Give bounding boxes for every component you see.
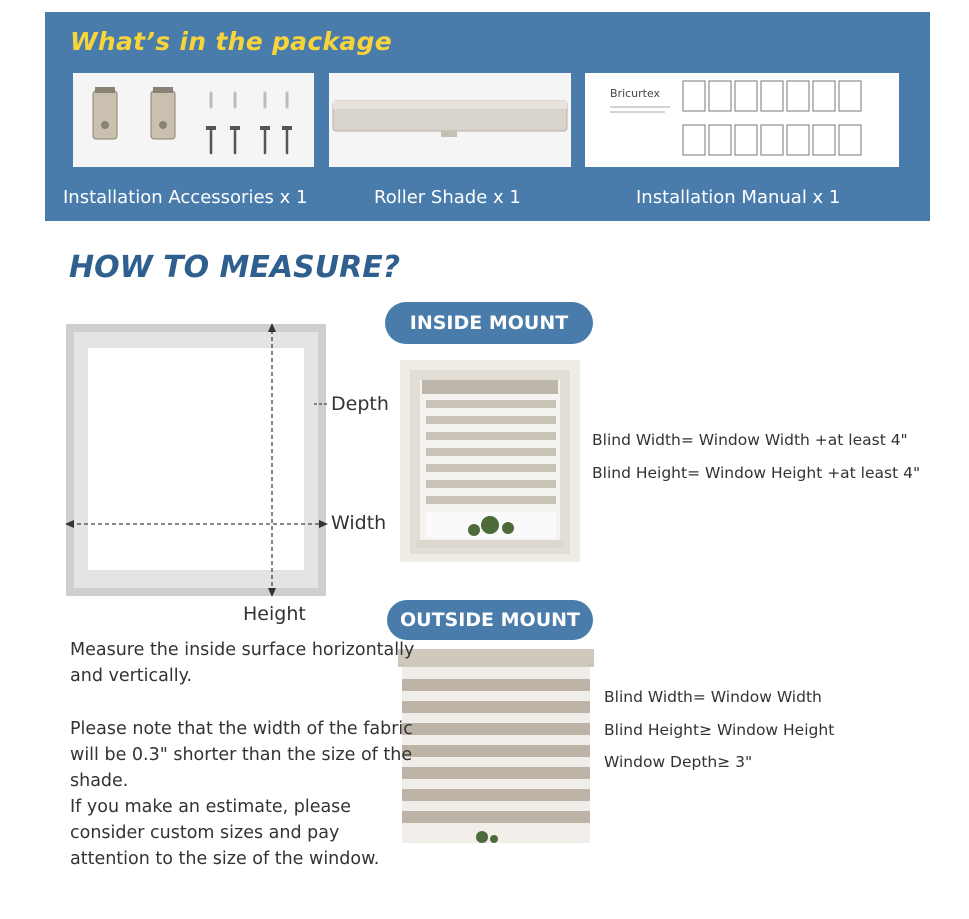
- inside-mount-image: [400, 360, 580, 562]
- package-item-shade: Roller Shade x 1: [374, 187, 521, 208]
- package-item-manual: Installation Manual x 1: [636, 187, 841, 208]
- depth-label: Depth: [331, 393, 389, 415]
- inside-width-formula: Blind Width= Window Width +at least 4": [592, 431, 908, 449]
- outside-height-formula: Blind Height≥ Window Height: [604, 721, 835, 739]
- instruction-fabric-note: Please note that the width of the fabric will be 0.3" shorter than the size of the shade.: [70, 719, 413, 791]
- height-label: Height: [243, 603, 306, 625]
- outside-depth-formula: Window Depth≥ 3": [604, 753, 753, 771]
- outside-mount-image: [392, 645, 597, 847]
- manual-brand: Bricurtex: [610, 87, 661, 100]
- outside-width-formula: Blind Width= Window Width: [604, 688, 822, 706]
- window-diagram: [60, 318, 350, 608]
- instruction-estimate: If you make an estimate, please consider custom sizes and pay attention to the size of the window.: [70, 797, 380, 869]
- manual-image: [585, 73, 899, 167]
- inside-mount-badge: INSIDE MOUNT: [385, 302, 593, 344]
- accessories-illustration: [73, 73, 314, 167]
- roller-shade-illustration: [329, 73, 571, 167]
- measure-title: HOW TO MEASURE?: [69, 250, 401, 285]
- package-title: What’s in the package: [70, 27, 392, 56]
- accessories-image: [73, 73, 314, 167]
- inside-height-formula: Blind Height= Window Height +at least 4": [592, 464, 921, 482]
- outside-mount-badge: OUTSIDE MOUNT: [387, 600, 593, 640]
- roller-shade-image: [329, 73, 571, 167]
- package-item-accessories: Installation Accessories x 1: [63, 187, 308, 208]
- manual-illustration: [585, 73, 899, 167]
- width-label: Width: [331, 512, 387, 534]
- instruction-measure: Measure the inside surface horizontally and vertically.: [70, 640, 415, 686]
